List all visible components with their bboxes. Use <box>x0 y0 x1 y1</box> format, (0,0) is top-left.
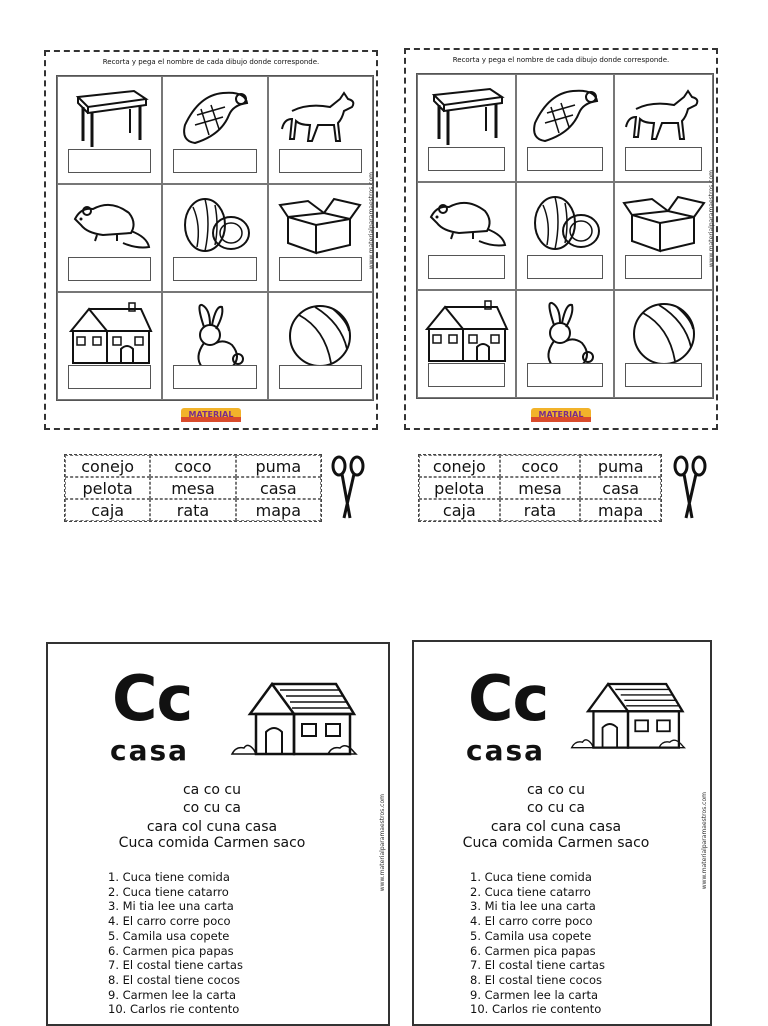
box-icon <box>622 191 706 255</box>
sentence-item: 8. El costal tiene cocos <box>108 972 241 987</box>
rat-icon <box>67 193 153 253</box>
picture-cell <box>417 290 516 398</box>
key-word: casa <box>466 734 546 767</box>
material-logo <box>531 406 591 424</box>
picture-cell <box>417 74 516 182</box>
word-strip-right <box>418 454 662 522</box>
picture-cell <box>614 74 713 182</box>
material-logo <box>181 406 241 424</box>
reading-card-left <box>46 642 390 1026</box>
picture-cell <box>516 290 615 398</box>
picture-cell <box>516 74 615 182</box>
letters-heading: Cc <box>468 662 549 735</box>
word-card[interactable]: mapa <box>580 499 661 521</box>
picture-cell <box>268 292 373 400</box>
house-icon <box>568 674 688 754</box>
label-slot[interactable] <box>68 365 151 389</box>
label-slot[interactable] <box>279 257 362 281</box>
word-card[interactable]: puma <box>236 455 321 477</box>
coconut-icon <box>175 193 255 257</box>
website-vertical: www.materialparamaestros.com <box>701 792 708 890</box>
rabbit-icon <box>530 299 600 369</box>
worksheet-instruction: Recorta y pega el nombre de cada dibujo donde corresponde. <box>102 58 320 66</box>
label-slot[interactable] <box>625 147 702 171</box>
sentence-item: 3. Mi tia lee una carta <box>470 899 596 914</box>
word-card[interactable]: casa <box>580 477 661 499</box>
picture-cell <box>614 182 713 290</box>
scissors-icon <box>672 454 708 520</box>
sentence-item: 10. Carlos rie contento <box>470 1002 602 1017</box>
sentence-item: 9. Carmen lee la carta <box>108 987 237 1002</box>
word-card[interactable]: caja <box>65 499 150 521</box>
sentence-list <box>108 870 243 1017</box>
words-line-1: cara col cuna casa <box>490 819 622 835</box>
label-slot[interactable] <box>428 147 505 171</box>
syllables-line-2: co cu ca <box>526 800 585 816</box>
picture-cell <box>268 76 373 184</box>
key-word: casa <box>110 734 190 767</box>
worksheet-instruction: Recorta y pega el nombre de cada dibujo donde corresponde. <box>452 56 670 64</box>
sentence-item: 5. Camila usa copete <box>108 928 230 943</box>
sentence-item: 3. Mi tia lee una carta <box>108 899 234 914</box>
rat-icon <box>423 191 509 251</box>
sentence-item: 1. Cuca tiene comida <box>470 870 592 884</box>
word-card[interactable]: conejo <box>65 455 150 477</box>
word-card[interactable]: rata <box>150 499 235 521</box>
picture-grid <box>56 75 374 401</box>
word-card[interactable]: conejo <box>419 455 500 477</box>
sentence-list <box>470 870 605 1017</box>
word-strip-left <box>64 454 322 522</box>
picture-cell <box>57 184 162 292</box>
picture-cell <box>417 182 516 290</box>
letters-heading: Cc <box>112 662 193 735</box>
picture-cell <box>162 184 267 292</box>
table-icon <box>426 83 506 147</box>
website-vertical: www.materialparamaestros.com <box>379 794 386 892</box>
picture-cell <box>162 76 267 184</box>
sentence-item: 9. Carmen lee la carta <box>470 987 599 1002</box>
label-slot[interactable] <box>68 149 151 173</box>
worksheet-right <box>404 48 718 430</box>
house-icon <box>423 299 509 365</box>
label-slot[interactable] <box>279 149 362 173</box>
word-card[interactable]: mesa <box>150 477 235 499</box>
website-vertical: www.materialparamaestros.com <box>708 170 715 268</box>
word-card[interactable]: pelota <box>65 477 150 499</box>
picture-cell <box>614 290 713 398</box>
picture-cell <box>516 182 615 290</box>
label-slot[interactable] <box>173 257 256 281</box>
map-icon <box>525 83 605 147</box>
syllables-line-2: co cu ca <box>182 800 241 816</box>
ball-icon <box>285 301 355 371</box>
sentence-item: 4. El carro corre poco <box>470 914 593 929</box>
picture-cell <box>162 292 267 400</box>
syllables-line-1: ca co cu <box>182 782 241 798</box>
website-vertical: www.materialparamaestros.com <box>368 172 375 270</box>
words-line-2: Cuca comida Carmen saco <box>462 835 650 851</box>
puma-icon <box>622 83 706 147</box>
word-card[interactable]: puma <box>580 455 661 477</box>
label-slot[interactable] <box>173 365 256 389</box>
syllables-line-1: ca co cu <box>526 782 585 798</box>
word-card[interactable]: coco <box>500 455 581 477</box>
sentence-item: 1. Cuca tiene comida <box>108 870 230 884</box>
word-card[interactable]: rata <box>500 499 581 521</box>
sentence-item: 2. Cuca tiene catarro <box>470 884 591 899</box>
map-icon <box>175 85 255 149</box>
label-slot[interactable] <box>173 149 256 173</box>
words-line-2: Cuca comida Carmen saco <box>118 835 306 851</box>
sentence-item: 10. Carlos rie contento <box>108 1002 240 1017</box>
sentence-item: 6. Carmen pica papas <box>108 943 234 958</box>
label-slot[interactable] <box>625 363 702 387</box>
ball-icon <box>629 299 699 369</box>
logo-text: MATERIAL <box>188 410 234 419</box>
picture-cell <box>268 184 373 292</box>
sentence-item: 5. Camila usa copete <box>470 928 592 943</box>
table-icon <box>70 85 150 149</box>
puma-icon <box>278 85 362 149</box>
house-icon <box>228 674 360 760</box>
word-card[interactable]: caja <box>419 499 500 521</box>
word-card[interactable]: coco <box>150 455 235 477</box>
label-slot[interactable] <box>428 255 505 279</box>
word-card[interactable]: mapa <box>236 499 321 521</box>
label-slot[interactable] <box>527 147 604 171</box>
label-slot[interactable] <box>428 363 505 387</box>
picture-cell <box>57 292 162 400</box>
word-card[interactable]: casa <box>236 477 321 499</box>
label-slot[interactable] <box>68 257 151 281</box>
picture-cell <box>57 76 162 184</box>
sentence-item: 7. El costal tiene cartas <box>108 958 243 973</box>
rabbit-icon <box>180 301 250 371</box>
label-slot[interactable] <box>527 363 604 387</box>
picture-grid <box>416 73 714 399</box>
label-slot[interactable] <box>625 255 702 279</box>
sentence-item: 7. El costal tiene cartas <box>470 958 605 973</box>
sentence-item: 2. Cuca tiene catarro <box>108 884 229 899</box>
words-line-1: cara col cuna casa <box>146 819 278 835</box>
label-slot[interactable] <box>279 365 362 389</box>
worksheet-left <box>44 50 378 430</box>
logo-text: MATERIAL <box>538 410 584 419</box>
label-slot[interactable] <box>527 255 604 279</box>
house-icon <box>67 301 153 367</box>
reading-card-right <box>412 640 712 1026</box>
sentence-item: 4. El carro corre poco <box>108 914 231 929</box>
sentence-item: 6. Carmen pica papas <box>470 943 596 958</box>
word-card[interactable]: pelota <box>419 477 500 499</box>
coconut-icon <box>525 191 605 255</box>
box-icon <box>278 193 362 257</box>
word-card[interactable]: mesa <box>500 477 581 499</box>
scissors-icon <box>330 454 366 520</box>
sentence-item: 8. El costal tiene cocos <box>470 972 603 987</box>
